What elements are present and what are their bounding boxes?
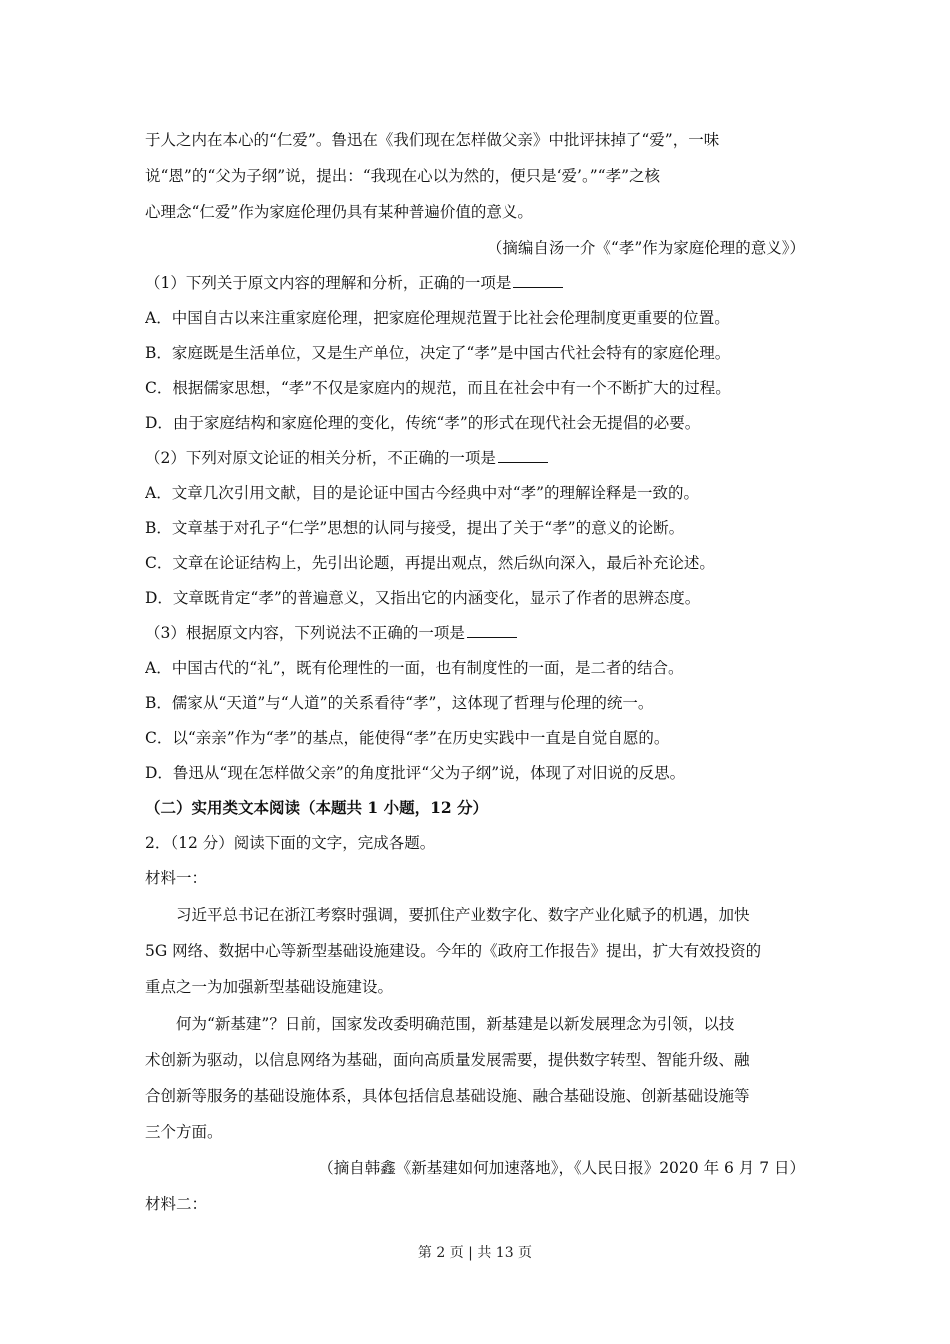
- answer-blank: [498, 448, 548, 463]
- paragraph-line: 重点之一为加强新型基础设施建设。: [145, 978, 394, 996]
- question-stem: （2）下列对原文论证的相关分析，不正确的一项是: [145, 447, 807, 469]
- paragraph-line: 5G 网络、数据中心等新型基础设施建设。今年的《政府工作报告》提出，扩大有效投资的: [145, 942, 762, 960]
- question-2-stem: 2．（12 分）阅读下面的文字，完成各题。: [145, 834, 436, 852]
- option-line: C．文章在论证结构上，先引出论题，再提出观点，然后纵向深入，最后补充论述。: [145, 554, 715, 572]
- option-line: B．儒家从“天道”与“人道”的关系看待“孝”，这体现了哲理与伦理的统一。: [145, 694, 654, 712]
- option-line: D．由于家庭结构和家庭伦理的变化，传统“孝”的形式在现代社会无提倡的必要。: [145, 414, 701, 432]
- passage-line: 心理念“仁爱”作为家庭伦理仍具有某种普遍价值的意义。: [145, 203, 533, 221]
- paragraph-line: 习近平总书记在浙江考察时强调，要抓住产业数字化、数字产业化赋予的机遇，加快: [176, 906, 750, 924]
- source-citation: （摘自韩鑫《新基建如何加速落地》，《人民日报》2020 年 6 月 7 日）: [318, 1159, 805, 1177]
- material-label: 材料一：: [145, 869, 208, 887]
- page-footer: 第 2 页 | 共 13 页: [417, 1245, 533, 1261]
- option-line: B．文章基于对孔子“仁学”思想的认同与接受，提出了关于“孝”的意义的论断。: [145, 519, 685, 537]
- paragraph-line: 何为“新基建”？日前，国家发改委明确范围，新基建是以新发展理念为引领，以技: [176, 1015, 735, 1033]
- paragraph-line: 合创新等服务的基础设施体系，具体包括信息基础设施、融合基础设施、创新基础设施等: [145, 1087, 750, 1105]
- option-line: A．中国自古以来注重家庭伦理，把家庭伦理规范置于比社会伦理制度更重要的位置。: [145, 309, 730, 327]
- option-line: A．文章几次引用文献，目的是论证中国古今经典中对“孝”的理解诠释是一致的。: [145, 484, 700, 502]
- option-line: D．鲁迅从“现在怎样做父亲”的角度批评“父为子纲”说，体现了对旧说的反思。: [145, 764, 686, 782]
- option-line: B．家庭既是生活单位，又是生产单位，决定了“孝”是中国古代社会特有的家庭伦理。: [145, 344, 731, 362]
- passage-line: 说“恩”的“父为子纲”说，提出：“我现在心以为然的，便只是‘爱’。”“孝”之核: [145, 167, 660, 185]
- passage-line: 于人之内在本心的“仁爱”。鲁迅在《我们现在怎样做父亲》中批评抹掉了“爱”，一味: [145, 131, 720, 149]
- material-label: 材料二：: [145, 1195, 208, 1213]
- question-stem: （1）下列关于原文内容的理解和分析，正确的一项是: [145, 272, 807, 294]
- question-stem: （3）根据原文内容，下列说法不正确的一项是: [145, 622, 807, 644]
- paragraph-line: 三个方面。: [145, 1123, 223, 1141]
- source-citation: （摘编自汤一介《“孝”作为家庭伦理的意义》）: [486, 239, 805, 257]
- option-line: A．中国古代的“礼”，既有伦理性的一面，也有制度性的一面，是二者的结合。: [145, 659, 684, 677]
- option-line: D．文章既肯定“孝”的普遍意义，又指出它的内涵变化，显示了作者的思辨态度。: [145, 589, 701, 607]
- paragraph-line: 术创新为驱动，以信息网络为基础，面向高质量发展需要，提供数字转型、智能升级、融: [145, 1051, 750, 1069]
- section-heading: （二）实用类文本阅读（本题共 1 小题，12 分）: [145, 798, 489, 817]
- answer-blank: [467, 623, 517, 638]
- option-line: C．根据儒家思想，“孝”不仅是家庭内的规范，而且在社会中有一个不断扩大的过程。: [145, 379, 731, 397]
- option-line: C．以“亲亲”作为“孝”的基点，能使得“孝”在历史实践中一直是自觉自愿的。: [145, 729, 670, 747]
- answer-blank: [513, 273, 563, 288]
